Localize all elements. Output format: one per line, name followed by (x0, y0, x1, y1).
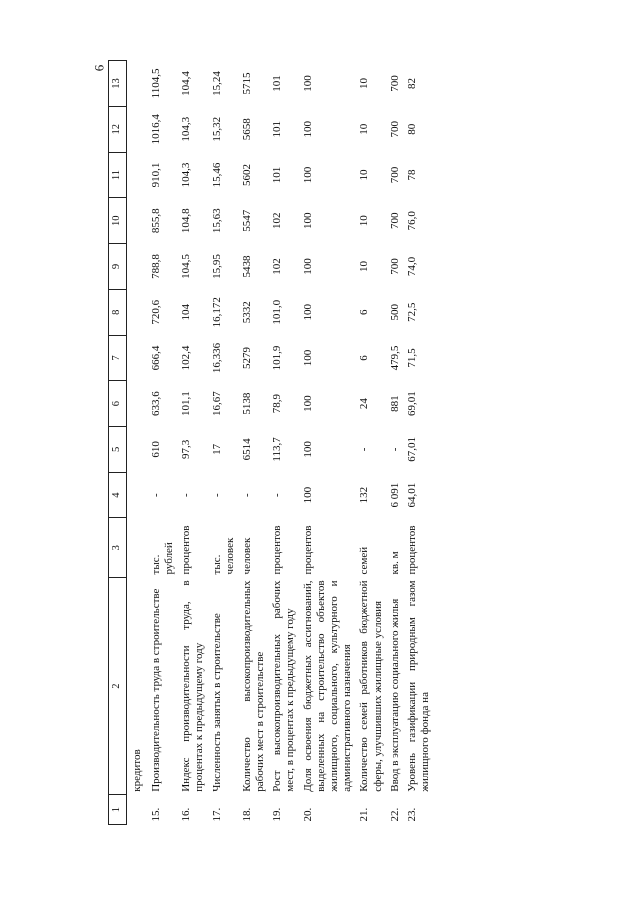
value-cell: 855,8 (149, 208, 162, 234)
table-row (300, 61, 357, 825)
value-cell: 80 (405, 123, 418, 135)
value-cell: 5658 (240, 118, 253, 141)
value-cell: - (210, 493, 223, 497)
table-row (387, 61, 404, 825)
row-number: 20. (301, 807, 314, 822)
value-cell: 610 (149, 441, 162, 458)
value-cell: 97,3 (180, 439, 193, 460)
value-cell: - (271, 493, 284, 497)
value-cell: 101 (271, 166, 284, 184)
value-cell: 16,336 (210, 342, 223, 374)
column-header: 7 (109, 335, 127, 381)
value-cell: - (180, 493, 193, 497)
value-cell: 700 (388, 212, 401, 229)
value-cell: 101,0 (271, 299, 284, 325)
value-cell: 479,5 (388, 345, 401, 371)
value-cell: 16,172 (210, 297, 223, 328)
table-row (356, 61, 386, 825)
column-header: 11 (109, 152, 127, 198)
value-cell: 720,6 (149, 299, 162, 325)
indicator-name: Доля освоения бюджетных ассигнований, выделенных на строительство объектов жилищного, социального, культурного и административного назначения (301, 580, 354, 792)
value-cell: 633,6 (149, 391, 162, 417)
value-cell: 74,0 (405, 256, 418, 277)
value-cell: 881 (388, 395, 401, 412)
column-header: 8 (109, 289, 127, 335)
table-row (178, 61, 208, 825)
value-cell: 100 (301, 303, 314, 321)
unit-cell: тыс. рублей (149, 542, 175, 575)
column-header: 5 (109, 427, 127, 473)
row-number: 17. (210, 807, 223, 822)
column-header: 6 (109, 381, 127, 427)
value-cell: 666,4 (149, 345, 162, 371)
value-cell: 17 (210, 443, 223, 455)
row-number: 23. (405, 807, 418, 822)
column-header: 3 (109, 518, 127, 577)
value-cell: 101,9 (271, 345, 284, 371)
value-cell: 100 (301, 258, 314, 275)
value-cell: 78,9 (271, 394, 284, 414)
value-cell: 15,63 (210, 208, 223, 234)
value-cell: 82 (405, 77, 418, 89)
indicator-name: Производительность труда в строительстве (149, 588, 162, 792)
value-cell: 102 (271, 258, 284, 275)
column-header: 2 (109, 577, 127, 794)
value-cell: 6 (358, 309, 371, 315)
value-cell: 104 (180, 303, 193, 321)
row-number: 18. (240, 807, 253, 822)
value-cell: 100 (301, 441, 314, 458)
value-cell: 101,1 (180, 391, 193, 417)
unit-cell: тыс. человек (210, 537, 236, 575)
value-cell: 100 (301, 486, 314, 504)
column-header: 12 (109, 106, 127, 152)
value-cell: 69,01 (405, 391, 418, 417)
value-cell: 5332 (240, 301, 253, 324)
value-cell: 10 (358, 123, 371, 135)
value-cell: 10 (358, 77, 371, 89)
row-number: 19. (271, 807, 284, 822)
unit-cell: процентов (180, 525, 193, 575)
value-cell: 700 (388, 75, 401, 92)
value-cell: - (240, 493, 253, 497)
value-cell: 24 (358, 398, 371, 410)
value-cell: 500 (388, 303, 401, 321)
indicator-name: Количество высокопроизводительных рабочих мест в строительстве (240, 580, 267, 792)
continuation-text: кредитов (130, 749, 143, 792)
row-number: 15. (149, 807, 162, 822)
value-cell: 15,24 (210, 71, 223, 96)
value-cell: 6 091 (388, 482, 401, 508)
value-cell: 700 (388, 258, 401, 275)
value-cell: 101 (271, 75, 284, 92)
value-cell: 700 (388, 121, 401, 138)
value-cell: 72,5 (405, 302, 418, 322)
page-number: 6 (91, 64, 107, 72)
value-cell: 700 (388, 166, 401, 184)
row-number: 16. (180, 807, 193, 822)
value-cell: 5547 (240, 209, 253, 232)
continuation-row (126, 61, 148, 825)
value-cell: 113,7 (271, 437, 284, 462)
value-cell: 100 (301, 212, 314, 229)
value-cell: 5279 (240, 346, 253, 369)
value-cell: - (388, 447, 401, 452)
value-cell: 102 (271, 212, 284, 229)
value-cell: 102,4 (180, 345, 193, 371)
table-row (239, 61, 269, 825)
unit-cell: кв. м (388, 551, 401, 575)
value-cell: 16,67 (210, 391, 223, 417)
value-cell: 1104,5 (149, 68, 162, 99)
value-cell: 104,3 (180, 116, 193, 142)
value-cell: 6514 (240, 438, 253, 461)
value-cell: 10 (358, 215, 371, 227)
value-cell: 5438 (240, 255, 253, 278)
table-row (404, 61, 434, 825)
value-cell: 10 (358, 169, 371, 181)
table-row (269, 61, 299, 825)
indicator-name: Количество семей работников бюджетной сферы, улучшивших жилищные условия (358, 580, 384, 792)
table-row (148, 61, 178, 825)
column-header: 13 (109, 61, 127, 107)
unit-cell: семей (358, 546, 371, 575)
value-cell: 104,5 (180, 254, 193, 279)
value-cell: 101 (271, 121, 284, 138)
value-cell: 100 (301, 75, 314, 92)
value-cell: 6 (358, 355, 371, 361)
value-cell: 104,4 (180, 71, 193, 96)
value-cell: 100 (301, 395, 314, 412)
indicator-name: Ввод в эксплуатацию социального жилья (388, 598, 401, 792)
column-header: 1 (109, 795, 127, 825)
unit-cell: процентов (301, 525, 314, 575)
unit-cell: человек (240, 537, 253, 575)
indicators-table (108, 60, 434, 825)
column-header: 9 (109, 244, 127, 290)
indicator-name: Численность занятых в строительстве (210, 613, 223, 792)
value-cell: 100 (301, 121, 314, 138)
value-cell: 10 (358, 260, 371, 272)
value-cell: 67,01 (405, 437, 418, 462)
value-cell: 788,8 (149, 254, 162, 279)
value-cell: 132 (358, 486, 371, 504)
value-cell: 5602 (240, 164, 253, 186)
value-cell: 76,0 (405, 211, 418, 231)
value-cell: 15,32 (210, 116, 223, 142)
row-number: 21. (358, 807, 371, 822)
value-cell: 15,46 (210, 162, 223, 188)
indicator-name: Индекс производительности труда, в процентах к предыдущему году (180, 580, 206, 792)
value-cell: 78 (405, 169, 418, 181)
value-cell: - (358, 447, 371, 452)
value-cell: 5138 (240, 392, 253, 415)
value-cell: - (149, 493, 162, 497)
value-cell: 1016,4 (149, 114, 162, 145)
value-cell: 104,3 (180, 162, 193, 188)
value-cell: 104,8 (180, 208, 193, 234)
value-cell: 71,5 (405, 348, 418, 368)
column-header: 10 (109, 198, 127, 244)
column-header: 4 (109, 472, 127, 518)
value-cell: 5715 (240, 72, 253, 95)
table-row (209, 61, 239, 825)
value-cell: 64,01 (405, 482, 418, 508)
indicator-name: Уровень газификации природным газом жилищного фонда на (405, 580, 432, 792)
unit-cell: процентов (405, 525, 418, 575)
rotated-table-sheet (108, 60, 538, 825)
indicator-name: Рост высокопроизводительных рабочих мест, в процентах к предыдущему году (271, 580, 297, 792)
value-cell: 100 (301, 166, 314, 184)
value-cell: 15,95 (210, 254, 223, 279)
header-row (109, 61, 127, 825)
value-cell: 910,1 (149, 162, 162, 188)
value-cell: 100 (301, 349, 314, 367)
row-number: 22. (388, 807, 401, 822)
unit-cell: процентов (271, 525, 284, 575)
